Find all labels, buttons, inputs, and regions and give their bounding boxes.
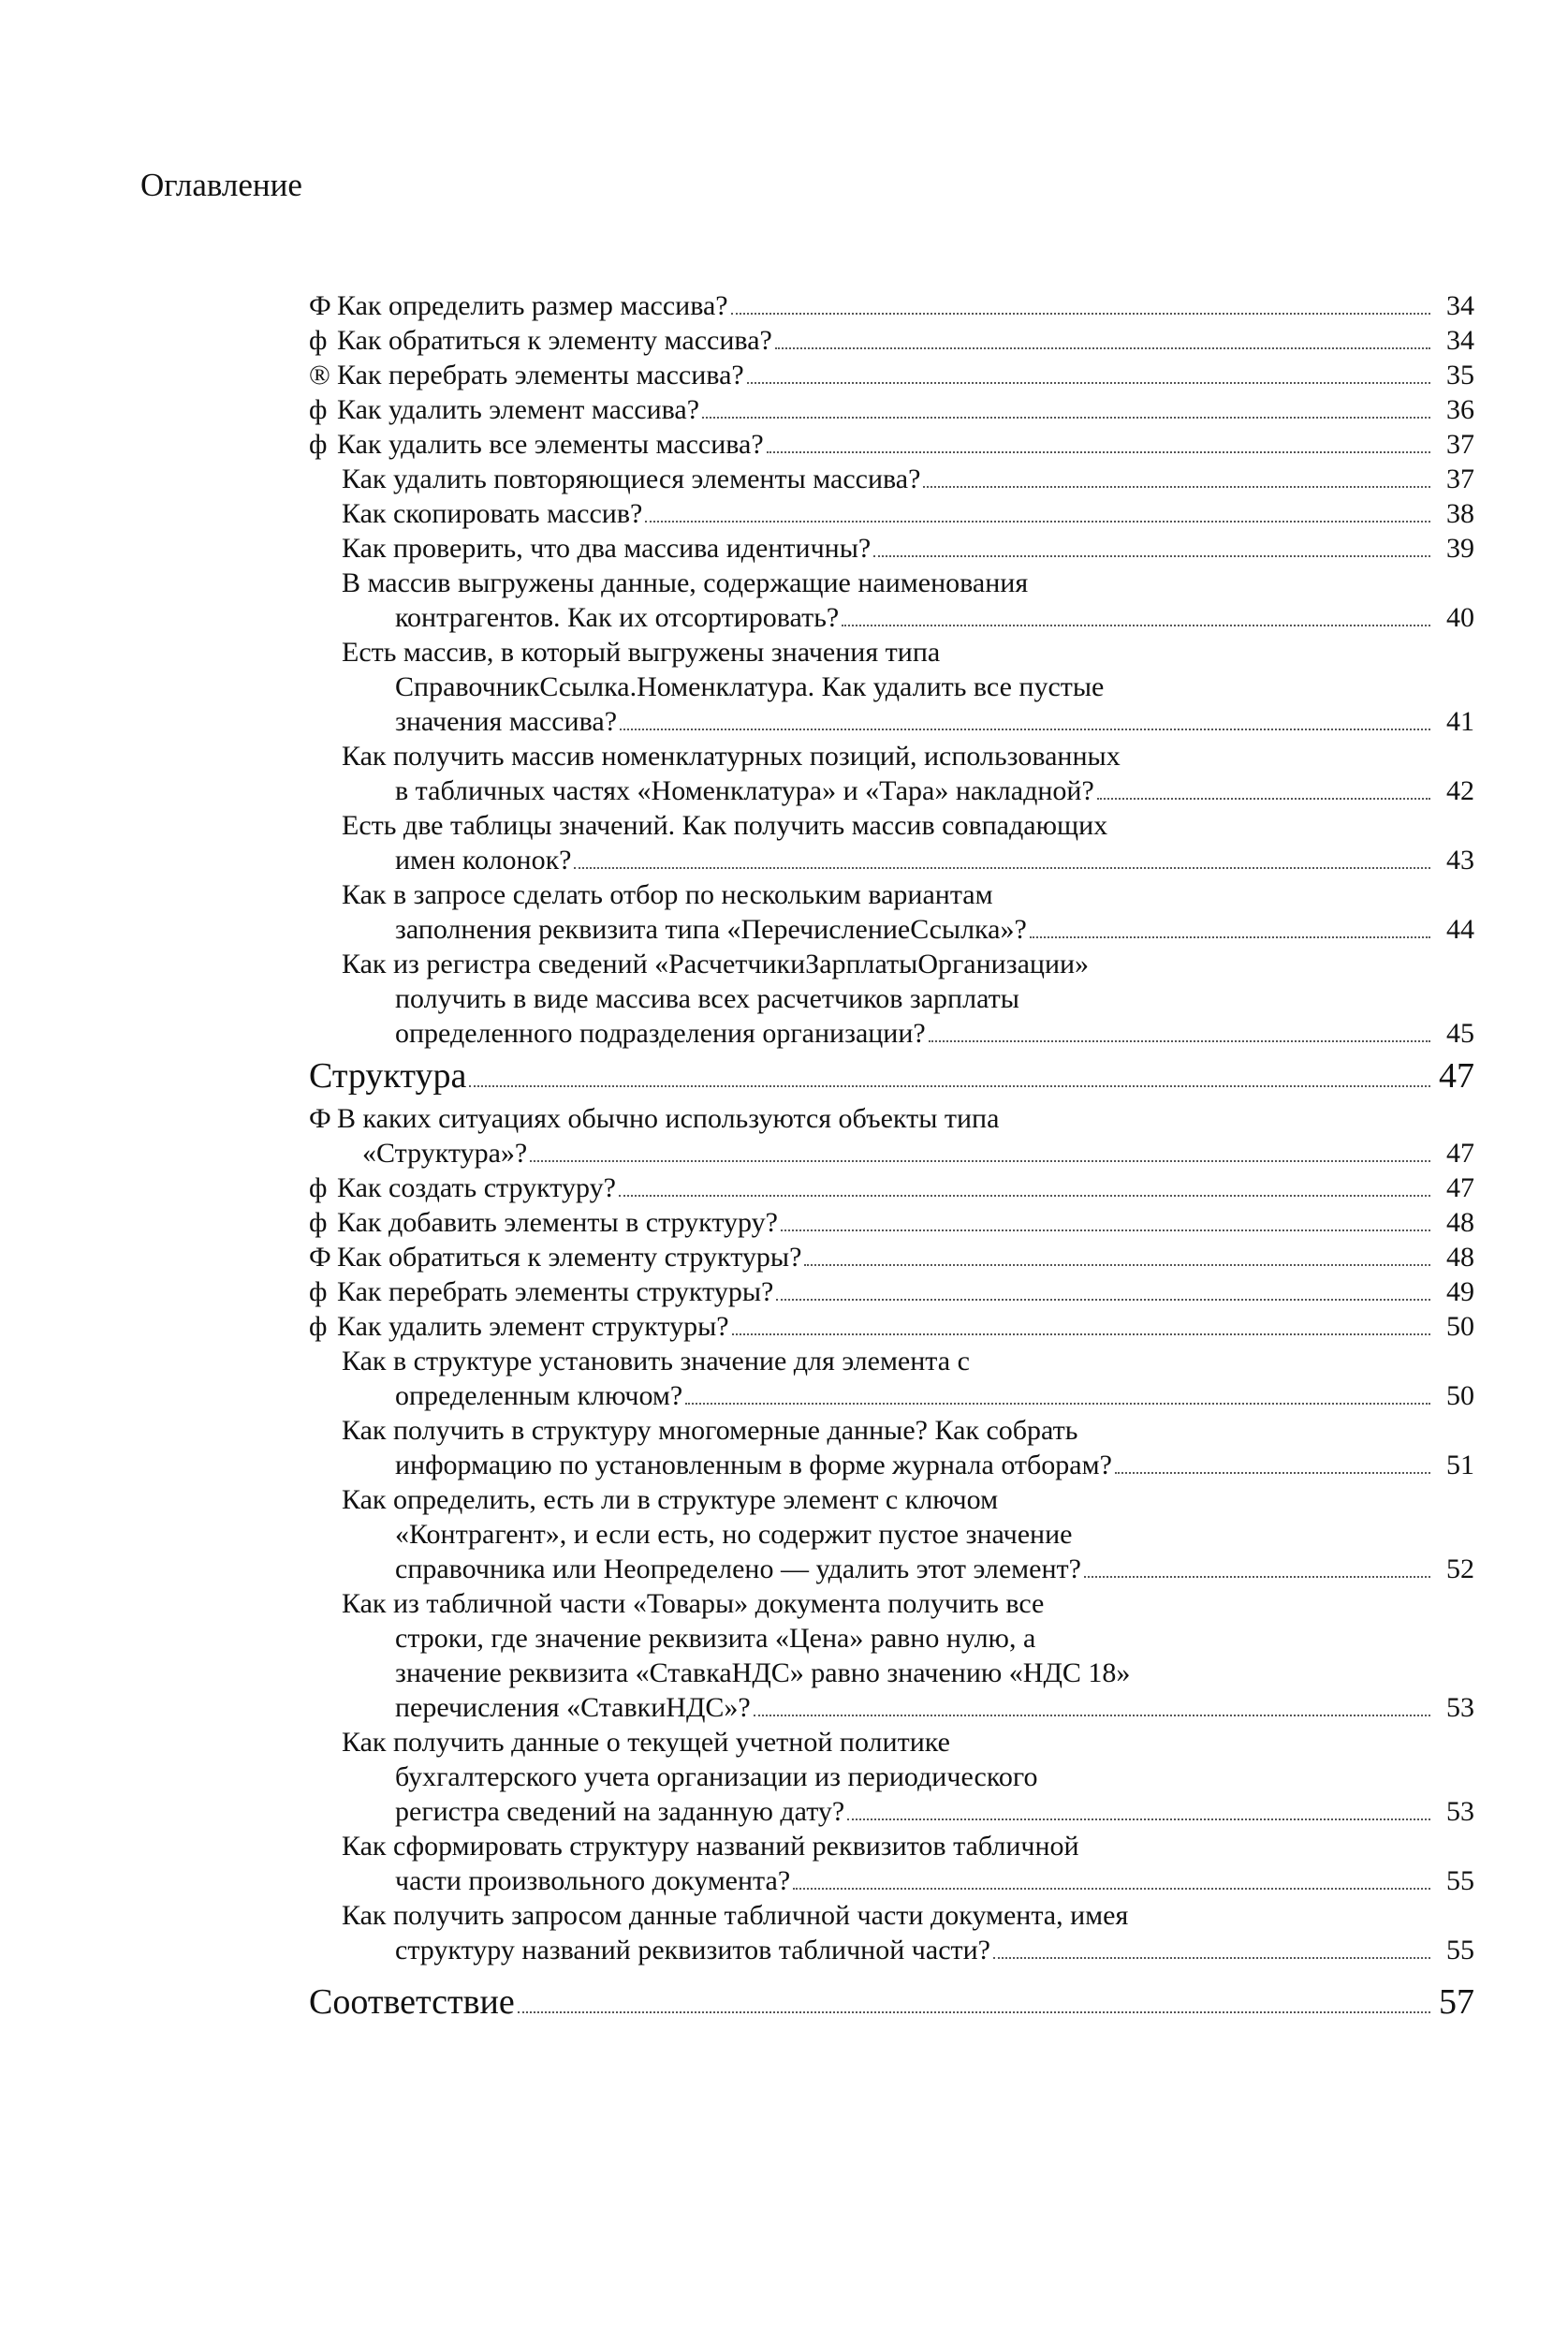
page-number: 38 <box>1446 498 1474 529</box>
toc-entry[interactable] <box>309 288 1474 323</box>
dot-leader <box>1115 1472 1430 1474</box>
page-number: 45 <box>1446 1018 1474 1049</box>
toc-entry[interactable] <box>309 1274 1474 1309</box>
dot-leader <box>702 417 1430 419</box>
toc-entry[interactable] <box>309 1170 1474 1205</box>
entry-text: Как проверить, что два массива идентичны? <box>342 533 872 564</box>
dot-leader <box>793 1888 1430 1890</box>
toc-entry[interactable] <box>309 392 1474 427</box>
entry-text: Как из табличной части «Товары» документа получить все <box>342 1588 1045 1619</box>
entry-text: Как в запросе сделать отбор по нескольким вариантам <box>342 879 993 910</box>
toc-entry[interactable] <box>309 877 1474 947</box>
toc-entry[interactable] <box>309 358 1474 392</box>
bullet-icon: ф <box>309 429 328 460</box>
page-number: 47 <box>1446 1138 1474 1169</box>
page-number: 47 <box>1439 1056 1474 1096</box>
dot-leader <box>847 1818 1430 1820</box>
entry-text: Как из регистра сведений «РасчетчикиЗарплатыОрганизации» <box>342 949 1090 979</box>
bullet-icon: Ф <box>309 290 331 321</box>
entry-text: регистра сведений на заданную дату? <box>395 1796 845 1827</box>
dot-leader <box>1097 798 1430 800</box>
dot-leader <box>776 1299 1430 1301</box>
bullet-icon: ф <box>309 325 328 356</box>
entry-text: В каких ситуациях обычно используются объекты типа <box>337 1103 1000 1134</box>
entry-text: Как в структуре установить значение для элемента с <box>342 1346 970 1377</box>
entry-text: «Структура»? <box>362 1138 528 1169</box>
toc-entry[interactable] <box>309 427 1474 462</box>
entry-text: определенного подразделения организации? <box>395 1018 926 1049</box>
page-number: 41 <box>1446 706 1474 737</box>
page-number: 37 <box>1446 464 1474 494</box>
entry-text: определенным ключом? <box>395 1380 683 1411</box>
entry-text: строки, где значение реквизита «Цена» равно нулю, а <box>395 1623 1036 1654</box>
page-title: Оглавление <box>140 167 302 203</box>
toc-entry[interactable] <box>309 1586 1474 1725</box>
dot-leader <box>804 1264 1430 1266</box>
dot-leader <box>518 2011 1430 2013</box>
entry-text: Как определить, есть ли в структуре элемент с ключом <box>342 1484 999 1515</box>
entry-text: справочника или Неопределено — удалить этот элемент? <box>395 1553 1081 1584</box>
toc-entry[interactable] <box>309 531 1474 566</box>
page-number: 44 <box>1446 914 1474 945</box>
dot-leader <box>685 1403 1430 1405</box>
toc-entry[interactable] <box>309 566 1474 635</box>
bullet-icon: ф <box>309 1311 328 1342</box>
bullet-icon: ® <box>309 360 330 390</box>
entry-text: Как скопировать массив? <box>342 498 643 529</box>
dot-leader <box>993 1957 1430 1959</box>
dot-leader <box>873 555 1430 557</box>
entry-text: Как добавить элементы в структуру? <box>337 1207 778 1238</box>
page-number: 53 <box>1446 1692 1474 1723</box>
entry-text: Как удалить элемент структуры? <box>337 1311 729 1342</box>
entry-text: информацию по установленным в форме журнала отборам? <box>395 1450 1112 1480</box>
page-number: 52 <box>1446 1553 1474 1584</box>
entry-text: Как удалить элемент массива? <box>337 394 700 425</box>
page-number: 36 <box>1446 394 1474 425</box>
entry-text: Как получить в структуру многомерные данные? Как собрать <box>342 1415 1078 1446</box>
entry-text: Как перебрать элементы структуры? <box>337 1276 774 1307</box>
toc-section-heading[interactable] <box>309 1980 1474 2024</box>
page-number: 40 <box>1446 602 1474 633</box>
dot-leader <box>775 347 1430 349</box>
page-number: 34 <box>1446 290 1474 321</box>
toc-section-heading[interactable] <box>309 1054 1474 1097</box>
entry-text: СправочникСсылка.Номенклатура. Как удалить все пустые <box>395 671 1105 702</box>
dot-leader <box>620 729 1430 730</box>
toc-entry[interactable] <box>309 808 1474 877</box>
entry-text: в табличных частях «Номенклатура» и «Тара» накладной? <box>395 775 1094 806</box>
page-number: 47 <box>1446 1172 1474 1203</box>
page-number: 48 <box>1446 1207 1474 1238</box>
page-number: 48 <box>1446 1242 1474 1273</box>
page-number: 53 <box>1446 1796 1474 1827</box>
entry-text: Как сформировать структуру названий реквизитов табличной <box>342 1831 1079 1862</box>
entry-text: Как перебрать элементы массива? <box>337 360 744 390</box>
entry-text: заполнения реквизита типа «ПеречислениеСсылка»? <box>395 914 1027 945</box>
entry-text: Как определить размер массива? <box>337 290 728 321</box>
toc-entry[interactable] <box>309 739 1474 808</box>
entry-text: значение реквизита «СтавкаНДС» равно значению «НДС 18» <box>395 1657 1131 1688</box>
entry-text: Как обратиться к элементу массива? <box>337 325 772 356</box>
dot-leader <box>747 382 1430 384</box>
toc-entry[interactable] <box>309 1725 1474 1829</box>
bullet-icon: Ф <box>309 1103 331 1134</box>
entry-text: перечисления «СтавкиНДС»? <box>395 1692 751 1723</box>
dot-leader <box>619 1195 1430 1197</box>
section-title: Соответствие <box>309 1982 515 2022</box>
page-number: 57 <box>1439 1982 1474 2022</box>
dot-leader <box>530 1160 1430 1162</box>
dot-leader <box>781 1229 1430 1231</box>
page-number: 55 <box>1446 1865 1474 1896</box>
page-number: 35 <box>1446 360 1474 390</box>
entry-text: части произвольного документа? <box>395 1865 791 1896</box>
toc-entry[interactable] <box>309 1482 1474 1586</box>
dot-leader <box>645 521 1430 523</box>
entry-text: Есть массив, в который выгружены значения типа <box>342 637 941 668</box>
page-number: 37 <box>1446 429 1474 460</box>
page-number: 49 <box>1446 1276 1474 1307</box>
dot-leader <box>754 1715 1430 1716</box>
page-number: 39 <box>1446 533 1474 564</box>
dot-leader <box>574 867 1430 869</box>
bullet-icon: ф <box>309 1172 328 1203</box>
bullet-icon: ф <box>309 1276 328 1307</box>
entry-text: получить в виде массива всех расчетчиков зарплаты <box>395 983 1019 1014</box>
bullet-icon: ф <box>309 1207 328 1238</box>
toc-entry[interactable] <box>309 323 1474 358</box>
toc-entry[interactable] <box>309 1829 1474 1898</box>
entry-text: имен колонок? <box>395 845 572 876</box>
bullet-icon: ф <box>309 394 328 425</box>
entry-text: Как получить данные о текущей учетной политике <box>342 1727 950 1758</box>
dot-leader <box>732 1333 1430 1335</box>
entry-text: бухгалтерского учета организации из периодического <box>395 1761 1038 1792</box>
page-number: 55 <box>1446 1935 1474 1966</box>
entry-text: В массив выгружены данные, содержащие наименования <box>342 567 1029 598</box>
dot-leader <box>929 1040 1430 1042</box>
toc-entry[interactable] <box>309 947 1474 1051</box>
dot-leader <box>731 313 1430 315</box>
page-number: 50 <box>1446 1311 1474 1342</box>
dot-leader <box>1084 1576 1430 1578</box>
toc-entry[interactable] <box>309 1898 1474 1967</box>
dot-leader <box>469 1085 1430 1087</box>
section-title: Структура <box>309 1056 467 1096</box>
entry-text: Как создать структуру? <box>337 1172 616 1203</box>
entry-text: Как получить массив номенклатурных позиций, использованных <box>342 741 1121 772</box>
page-number: 42 <box>1446 775 1474 806</box>
entry-text: Как получить запросом данные табличной части документа, имея <box>342 1900 1129 1931</box>
page-number: 43 <box>1446 845 1474 876</box>
entry-text: структуру названий реквизитов табличной части? <box>395 1935 990 1966</box>
table-of-contents <box>309 288 1474 2027</box>
entry-text: Как обратиться к элементу структуры? <box>337 1242 802 1273</box>
toc-entry[interactable] <box>309 635 1474 739</box>
toc-entry[interactable] <box>309 1240 1474 1274</box>
dot-leader <box>842 625 1430 626</box>
toc-entry[interactable] <box>309 1309 1474 1344</box>
entry-text: «Контрагент», и если есть, но содержит пустое значение <box>395 1519 1073 1550</box>
entry-text: Есть две таблицы значений. Как получить массив совпадающих <box>342 810 1108 841</box>
page-number: 34 <box>1446 325 1474 356</box>
dot-leader <box>1030 936 1430 938</box>
entry-text: Как удалить повторяющиеся элементы массива? <box>342 464 921 494</box>
toc-entry[interactable] <box>309 462 1474 496</box>
bullet-icon: Ф <box>309 1242 331 1273</box>
dot-leader <box>923 486 1430 488</box>
page-number: 50 <box>1446 1380 1474 1411</box>
toc-entry[interactable] <box>309 1205 1474 1240</box>
toc-entry[interactable] <box>309 1413 1474 1482</box>
entry-text: Как удалить все элементы массива? <box>337 429 764 460</box>
toc-entry[interactable] <box>309 1101 1474 1170</box>
entry-text: контрагентов. Как их отсортировать? <box>395 602 840 633</box>
page-number: 51 <box>1446 1450 1474 1480</box>
toc-entry[interactable] <box>309 496 1474 531</box>
toc-entry[interactable] <box>309 1344 1474 1413</box>
dot-leader <box>767 451 1430 453</box>
entry-text: значения массива? <box>395 706 618 737</box>
